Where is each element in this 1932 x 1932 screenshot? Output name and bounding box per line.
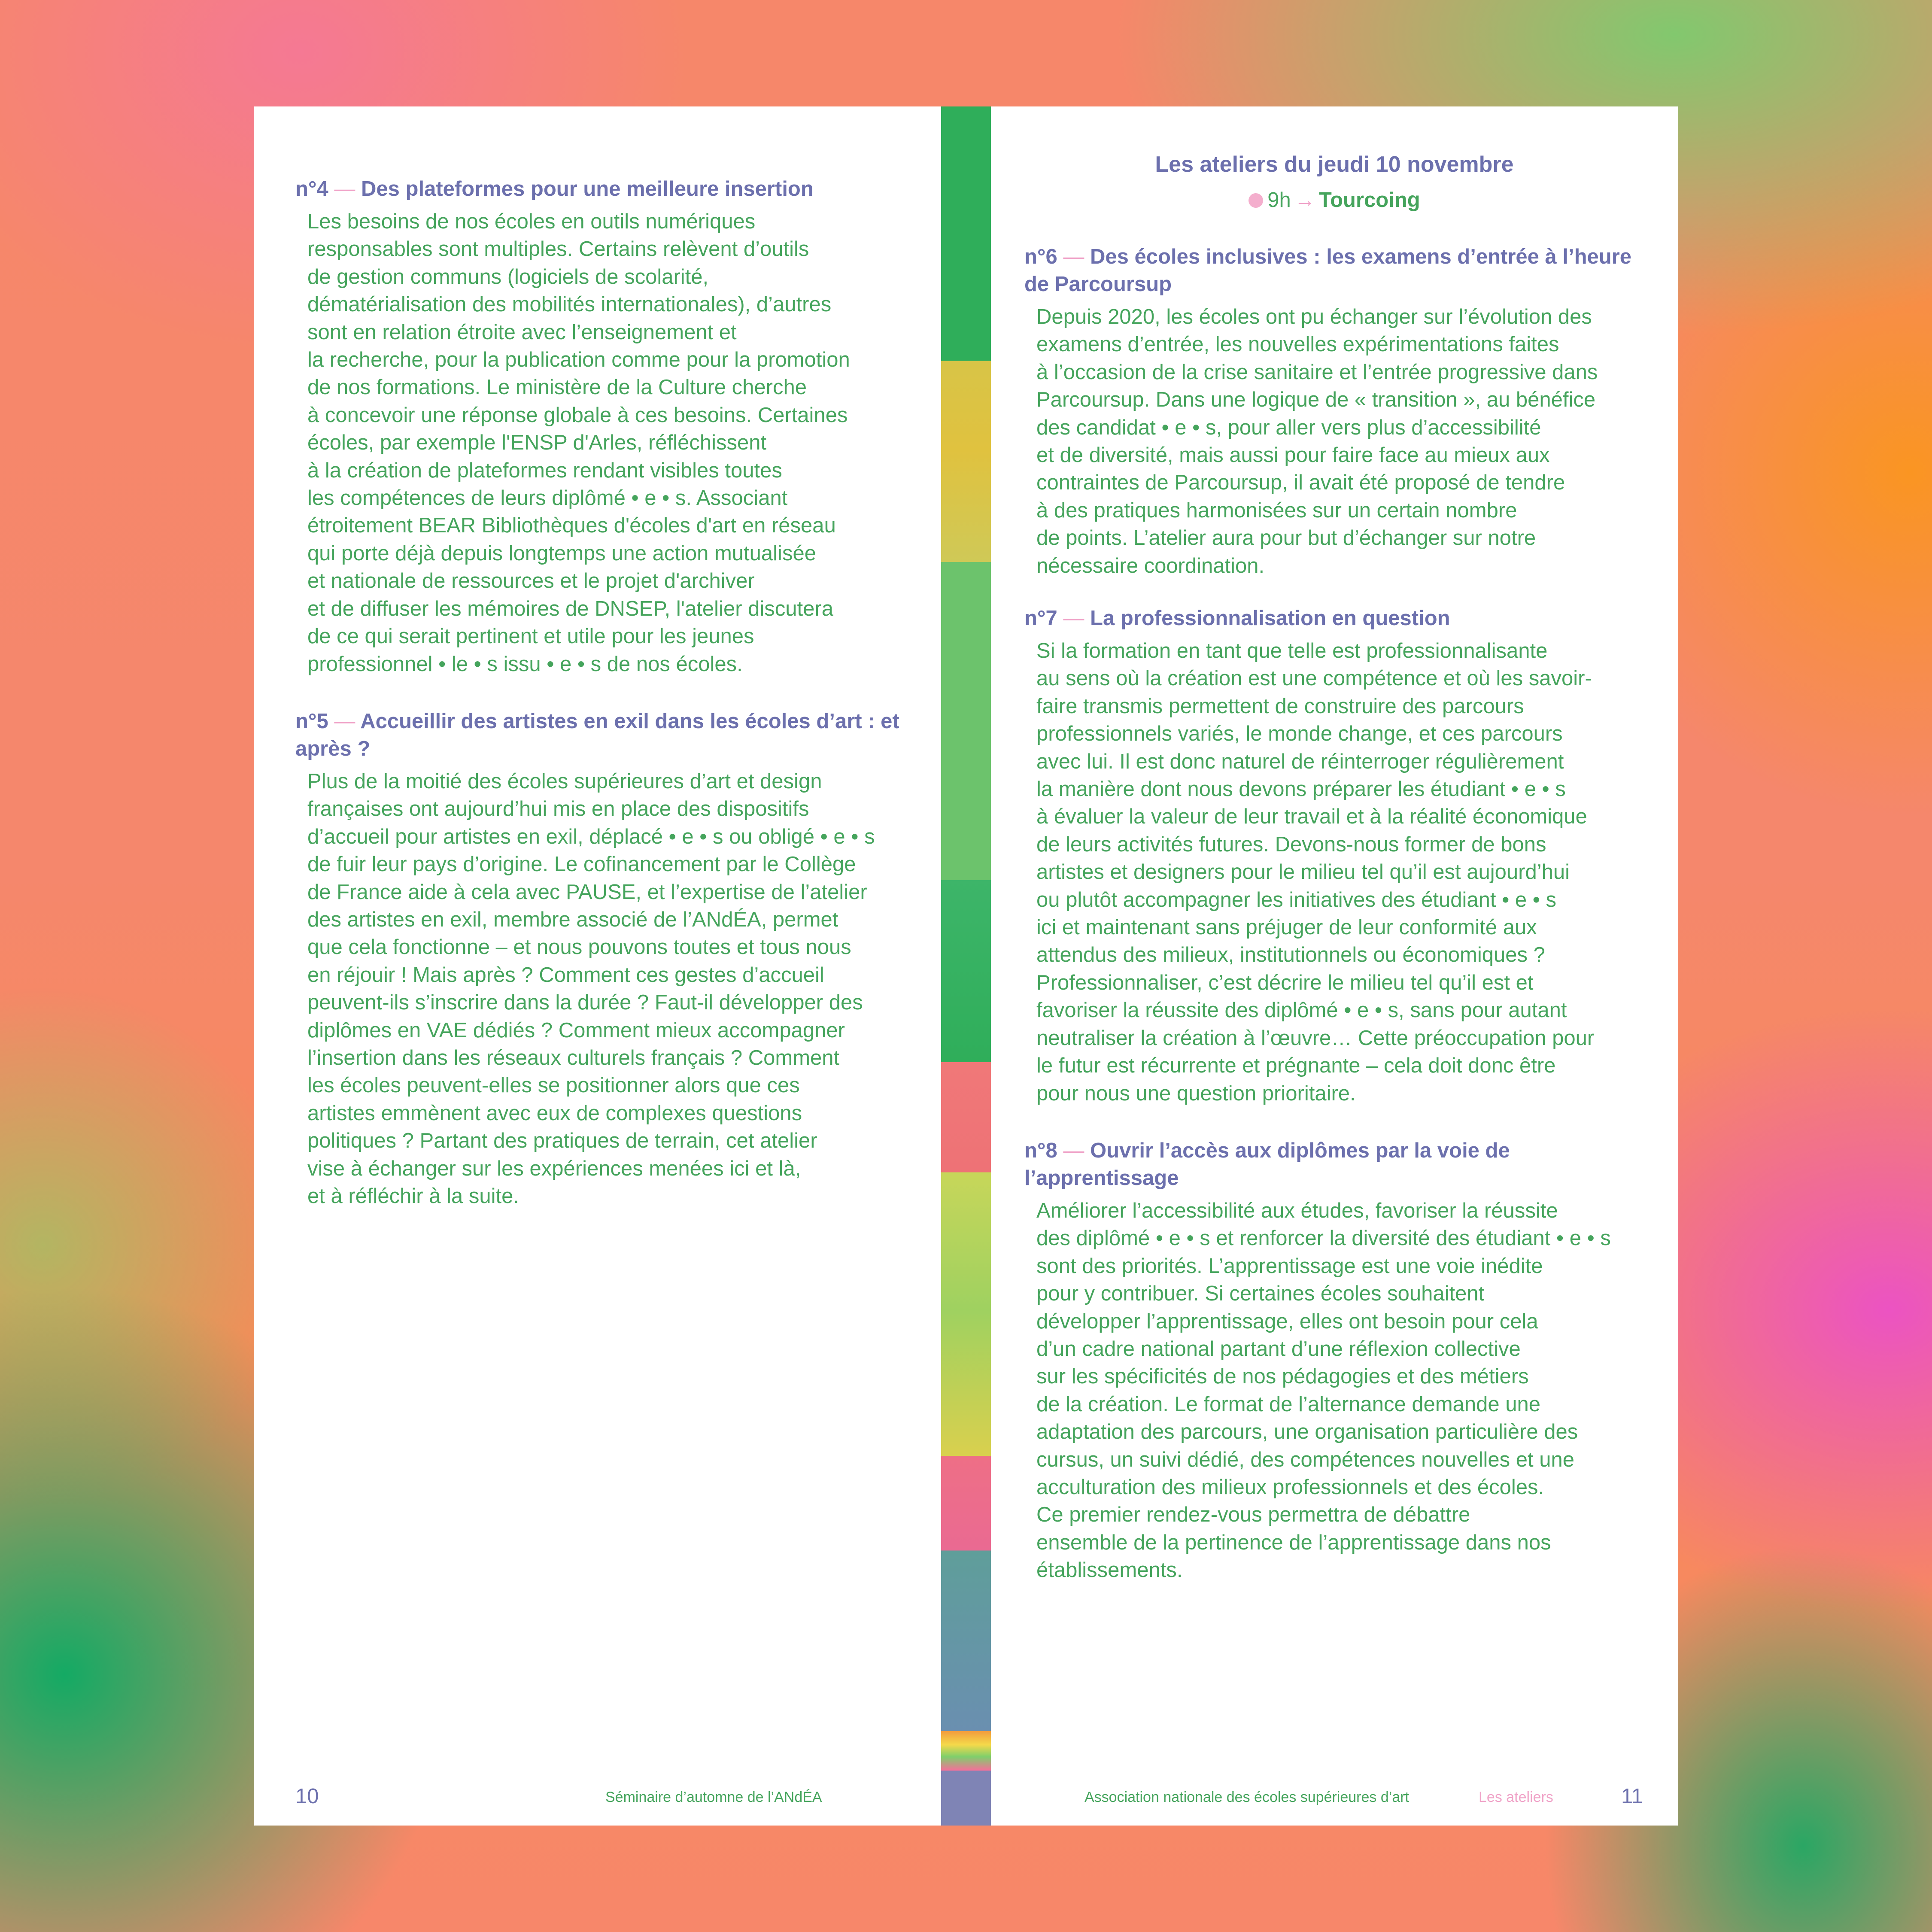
page-number: 10 [295, 1785, 319, 1808]
running-footer-section: Les ateliers [1479, 1789, 1553, 1805]
atelier-item-7 [1024, 605, 1642, 1107]
atelier-item-8 [1024, 1137, 1642, 1584]
atelier-item-5 [295, 708, 910, 1210]
arrow-right-icon: → [1294, 188, 1315, 212]
running-footer-association: Association nationale des écoles supérieures d’art [1084, 1789, 1410, 1805]
pink-dot-icon [1249, 193, 1263, 208]
atelier-description: Depuis 2020, les écoles ont pu échanger sur l’évolution des examens d’entrée, les nouvelles expérimentations faites à l’occasion de la crise sanitaire et l’entrée progressive dans Parcoursup. Dans une logique de « transition », au bénéfice des candidat • e • s, pour aller vers plus d’accessibilité et de diversité, mais aussi pour faire face au mieux aux contraintes de Parcoursup, il avait été proposé de tendre à des pratiques harmonisées sur un certain nombre de points. L’atelier aura pour but d’échanger sur notre nécessaire coordination. [1036, 305, 1598, 577]
running-footer: Séminaire d’automne de l’ANdÉA [605, 1789, 822, 1805]
atelier-heading: n°6 — Des écoles inclusives : les examens d’entrée à l’heure de Parcoursup [1024, 245, 1632, 296]
atelier-item-4 [295, 175, 910, 678]
page-number: 11 [1621, 1785, 1643, 1808]
left-page [254, 106, 941, 1826]
atelier-description: Les besoins de nos écoles en outils numériques responsables sont multiples. Certains relèvent d’outils de gestion communs (logiciels de scolarité, dématérialisation des mobilités internationales), d’autres sont en relation étroite avec l’enseignement et la recherche, pour la publication comme pour la promotion de nos formations. Le ministère de la Culture cherche à concevoir une réponse globale à ces besoins. Certaines écoles, par exemple l'ENSP d'Arles, réfléchissent à la création de plateformes rendant visibles toutes les compétences de leurs diplômé • e • s. Associant étroitement BEAR Bibliothèques d'écoles d'art en réseau qui porte déjà depuis longtemps une action mutualisée et nationale de ressources et le projet d'archiver et de diffuser les mémoires de DNSEP, l'atelier discutera de ce qui serait pertinent et utile pour les jeunes professionnel • le • s issu • e • s de nos écoles. [307, 210, 850, 676]
atelier-description: Plus de la moitié des écoles supérieures d’art et design françaises ont aujourd’hui mis en place des dispositifs d’accueil pour artistes en exil, déplacé • e • s ou obligé • e • s de fuir leur pays d’origine. Le cofinancement par le Collège de France aide à cela avec PAUSE, et l’expertise de l’atelier des artistes en exil, membre associé de l’ANdÉA, permet que cela fonctionne – et nous pouvons toutes et tous nous en réjouir ! Mais après ? Comment ces gestes d’accueil peuvent-ils s’inscrire dans la durée ? Faut-il développer des diplômes en VAE dédiés ? Comment mieux accompagner l’insertion dans les réseaux culturels français ? Comment les écoles peuvent-elles se positionner alors que ces artistes emmènent avec eux de complexes questions politiques ? Partant des pratiques de terrain, cet atelier vise à échanger sur les expériences menées ici et là, et à réfléchir à la suite. [307, 770, 875, 1208]
section-title: Les ateliers du jeudi 10 novembre [1155, 152, 1514, 177]
atelier-item-6 [1024, 243, 1642, 580]
atelier-heading: n°8 — Ouvrir l’accès aux diplômes par la voie de l’apprentissage [1024, 1139, 1510, 1190]
atelier-description: Améliorer l’accessibilité aux études, favoriser la réussite des diplômé • e • s et renforcer la diversité des étudiant • e • s sont des priorités. L’apprentissage est une voie inédite pour y contribuer. Si certaines écoles souhaitent développer l’apprentissage, elles ont besoin pour cela d’un cadre national partant d’une réflexion collective sur les spécificités de nos pédagogies et des métiers de la création. Le format de l’alternance demande une adaptation des parcours, une organisation particulière des cursus, un suivi dédié, des compétences nouvelles et une acculturation des milieux professionnels et des écoles. Ce premier rendez-vous permettra de débattre ensemble de la pertinence de l’apprentissage dans nos établissements. [1036, 1199, 1611, 1582]
atelier-heading: n°5 — Accueillir des artistes en exil dans les écoles d’art : et après ? [295, 710, 899, 760]
atelier-heading: n°4 — Des plateformes pour une meilleure insertion [295, 177, 814, 200]
book-spine [941, 106, 991, 1826]
session-info: 9h → Tourcoing [991, 186, 1678, 214]
atelier-description: Si la formation en tant que telle est professionnalisante au sens où la création est une compétence et où les savoir- faire transmis permettent de construire des parcours professionnels variés, le monde change, et ces parcours avec lui. Il est donc naturel de réinterroger régulièrement la manière dont nous devons préparer les étudiant • e • s à évaluer la valeur de leur travail et à la réalité économique de leurs activités futures. Devons-nous former de bons artistes et designers pour le milieu tel qu’il est aujourd’hui ou plutôt accompagner les initiatives des étudiant • e • s ici et maintenant sans préjuger de leur conformité aux attendus des milieux, institutionnels ou économiques ? Professionnaliser, c’est décrire le milieu tel qu’il est et favoriser la réussite des diplômé • e • s, sans pour autant neutraliser la création à l’œuvre… Cette préoccupation pour le futur est récurrente et prégnante – cela doit donc être pour nous une question prioritaire. [1036, 639, 1595, 1105]
right-page [991, 106, 1678, 1826]
atelier-heading: n°7 — La professionnalisation en question [1024, 607, 1450, 630]
